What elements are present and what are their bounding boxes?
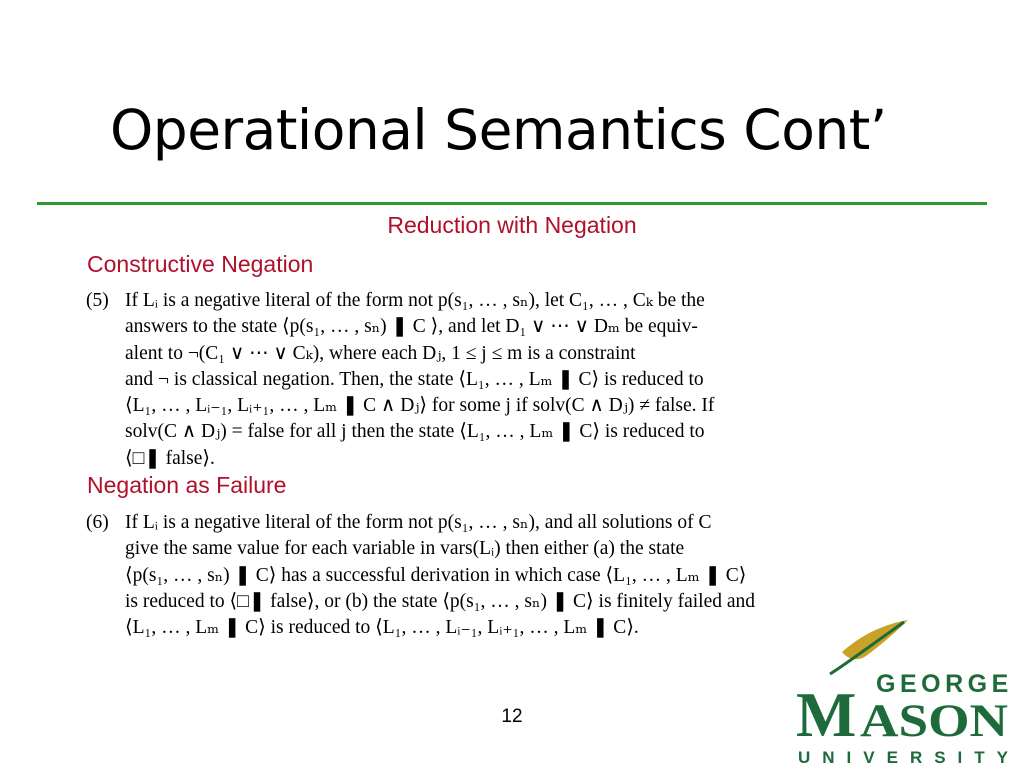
slide-title: Operational Semantics Cont’ (110, 98, 887, 162)
rule-5-text (86, 288, 876, 472)
page-number: 12 (501, 706, 523, 727)
title-divider (37, 202, 987, 205)
section-heading-negation-as-failure: Negation as Failure (87, 472, 287, 498)
rule-line: give the same value for each variable in vars(Lᵢ) then either (a) the state (125, 538, 685, 560)
logo-graphic (790, 612, 1016, 768)
rule-line: alent to ¬(C₁ ∨ ⋯ ∨ Cₖ), where each Dⱼ, 1 ≤ j ≤ m is a constraint (125, 342, 636, 364)
rule-6-text (86, 510, 876, 641)
rule-number: (5) (86, 290, 109, 311)
george-mason-university-logo (790, 612, 1016, 768)
rule-line: ⟨L₁, … , Lₘ ❚ C⟩ is reduced to ⟨L₁, … , Lᵢ₋₁, Lᵢ₊₁, … , Lₘ ❚ C⟩. (125, 617, 639, 639)
rule-line: and ¬ is classical negation. Then, the state ⟨L₁, … , Lₘ ❚ C⟩ is reduced to (125, 368, 704, 390)
rule-number: (6) (86, 512, 109, 533)
logo-george-text: GEORGE (876, 670, 1013, 698)
section-heading-constructive-negation: Constructive Negation (87, 251, 314, 277)
rule-line: ⟨p(s₁, … , sₙ) ❚ C⟩ has a successful derivation in which case ⟨L₁, … , Lₘ ❚ C⟩ (125, 564, 747, 586)
rule-line: If Lᵢ is a negative literal of the form not p(s₁, … , sₙ), let C₁, … , Cₖ be the (125, 290, 705, 311)
rule-line: ⟨L₁, … , Lᵢ₋₁, Lᵢ₊₁, … , Lₘ ❚ C ∧ Dⱼ⟩ for some j if solv(C ∧ Dⱼ) ≠ false. If (125, 395, 715, 417)
rule-line: answers to the state ⟨p(s₁, … , sₙ) ❚ C ⟩, and let D₁ ∨ ⋯ ∨ Dₘ be equiv- (125, 316, 698, 338)
logo-university-text: UNIVERSITY (798, 748, 1008, 767)
rule-line: is reduced to ⟨□❚ false⟩, or (b) the state ⟨p(s₁, … , sₙ) ❚ C⟩ is finitely failed and (125, 590, 756, 612)
rule-line: solv(C ∧ Dⱼ) = false for all j then the state ⟨L₁, … , Lₘ ❚ C⟩ is reduced to (125, 421, 705, 443)
logo-initial-m: M (796, 679, 857, 750)
logo-leaf-stem-icon (830, 622, 904, 674)
slide-subtitle: Reduction with Negation (387, 212, 637, 238)
logo-mason-text: ASON (860, 695, 1009, 747)
rule-line: If Lᵢ is a negative literal of the form not p(s₁, … , sₙ), and all solutions of C (125, 512, 712, 533)
rule-line: ⟨□❚ false⟩. (125, 447, 215, 469)
